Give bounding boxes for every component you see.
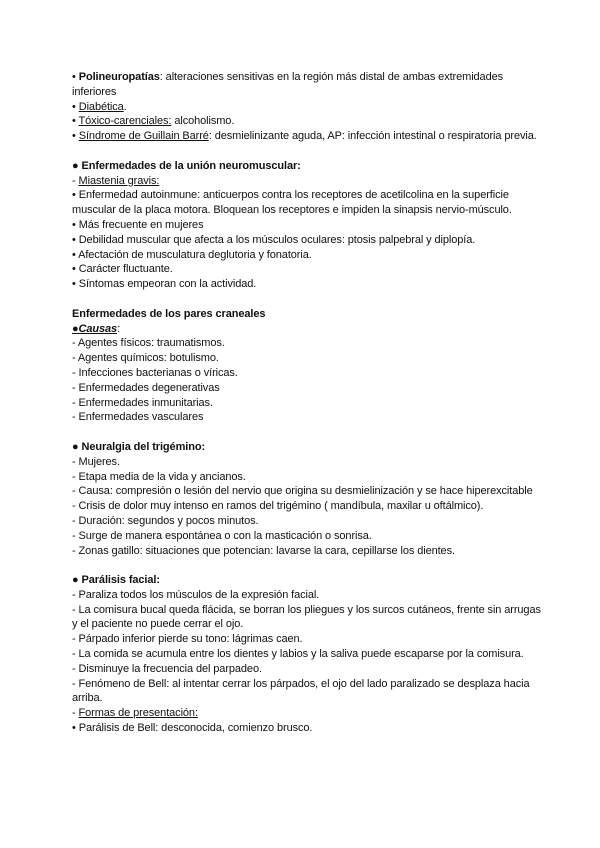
formas-subheading: - Formas de presentación: — [72, 707, 198, 720]
list-item: - Mujeres. — [72, 455, 120, 468]
miastenia-subheading: - Miastenia gravis: — [72, 174, 160, 187]
spacer — [72, 144, 542, 159]
section-heading-union: ● Enfermedades de la unión neuromuscular: — [72, 159, 301, 172]
list-item: - Duración: segundos y pocos minutos. — [72, 514, 259, 527]
section-heading-facial: ● Parálisis facial: — [72, 574, 160, 587]
toxico-label: Tóxico-carenciales: — [78, 115, 172, 128]
list-item: • Síntomas empeoran con la actividad. — [72, 278, 257, 291]
list-item: - Párpado inferior pierde su tono: lágrimas caen. — [72, 633, 303, 646]
list-item: - Infecciones bacterianas o víricas. — [72, 366, 238, 379]
list-item: • Tóxico-carenciales: alcoholismo. — [72, 115, 235, 128]
list-item: - Paraliza todos los músculos de la expresión facial. — [72, 588, 320, 601]
list-item: - Zonas gatillo: situaciones que potencian: lavarse la cara, cepillarse los dientes. — [72, 544, 455, 557]
list-item: - Fenómeno de Bell: al intentar cerrar los párpados, el ojo del lado paralizado se desplaza hacia arriba. — [72, 677, 530, 705]
polineuropatias-title: Polineuropatías — [78, 71, 160, 83]
list-item: - La comida se acumula entre los dientes y labios y la saliva puede escaparse por la comisura. — [72, 648, 524, 661]
guillain-barre-label: Síndrome de Guillain Barré — [78, 130, 209, 143]
list-item: - Agentes químicos: botulismo. — [72, 352, 219, 365]
list-item: - Surge de manera espontánea o con la masticación o sonrisa. — [72, 529, 372, 542]
list-item: • Enfermedad autoinmune: anticuerpos contra los receptores de acetilcolina en la superficie muscular de la placa motora. Bloquean los receptores e impiden la sinapsis nervio-músculo. — [72, 189, 512, 217]
polineuropatias-text: : alteraciones sensitivas en la región más distal de ambas extremidades inferiores — [72, 71, 504, 98]
list-item: - Crisis de dolor muy intenso en ramos del trigémino ( mandíbula, maxilar u oftálmico). — [72, 500, 484, 513]
spacer — [72, 292, 542, 307]
section-heading-trigemino: ● Neuralgia del trigémino: — [72, 440, 206, 453]
spacer — [72, 558, 542, 573]
list-item: - Disminuye la frecuencia del parpadeo. — [72, 662, 262, 675]
list-item: • Diabética. — [72, 100, 127, 113]
document-page — [72, 70, 542, 736]
section-heading-pares: Enfermedades de los pares craneales — [72, 307, 266, 320]
list-item: - Enfermedades degenerativas — [72, 381, 220, 394]
causas-label: ●Causas: — [72, 322, 121, 335]
list-item: • Carácter fluctuante. — [72, 263, 173, 276]
list-item: • Parálisis de Bell: desconocida, comienzo brusco. — [72, 722, 313, 735]
list-item: • Síndrome de Guillain Barré: desmielinizante aguda, AP: infección intestinal o respiratoria previa. — [72, 130, 537, 143]
polineuropatias-paragraph — [72, 70, 542, 100]
list-item: - La comisura bucal queda flácida, se borran los pliegues y los surcos cutáneos, frente sin arrugas y el paciente no puede cerrar el ojo. — [72, 603, 541, 631]
list-item: - Agentes físicos: traumatismos. — [72, 337, 225, 350]
list-item: • Afectación de musculatura deglutoria y fonatoria. — [72, 248, 312, 261]
list-item: • Debilidad muscular que afecta a los músculos oculares: ptosis palpebral y diplopía. — [72, 233, 476, 246]
diabetica-label: Diabética — [78, 100, 124, 113]
list-item: - Enfermedades inmunitarias. — [72, 396, 213, 409]
list-item: - Enfermedades vasculares — [72, 411, 204, 424]
list-item: • Más frecuente en mujeres — [72, 218, 204, 231]
spacer — [72, 425, 542, 440]
list-item: - Etapa media de la vida y ancianos. — [72, 470, 246, 483]
bullet: • — [72, 71, 76, 83]
list-item: - Causa: compresión o lesión del nervio que origina su desmielinización y se hace hiperexcitable — [72, 485, 533, 498]
